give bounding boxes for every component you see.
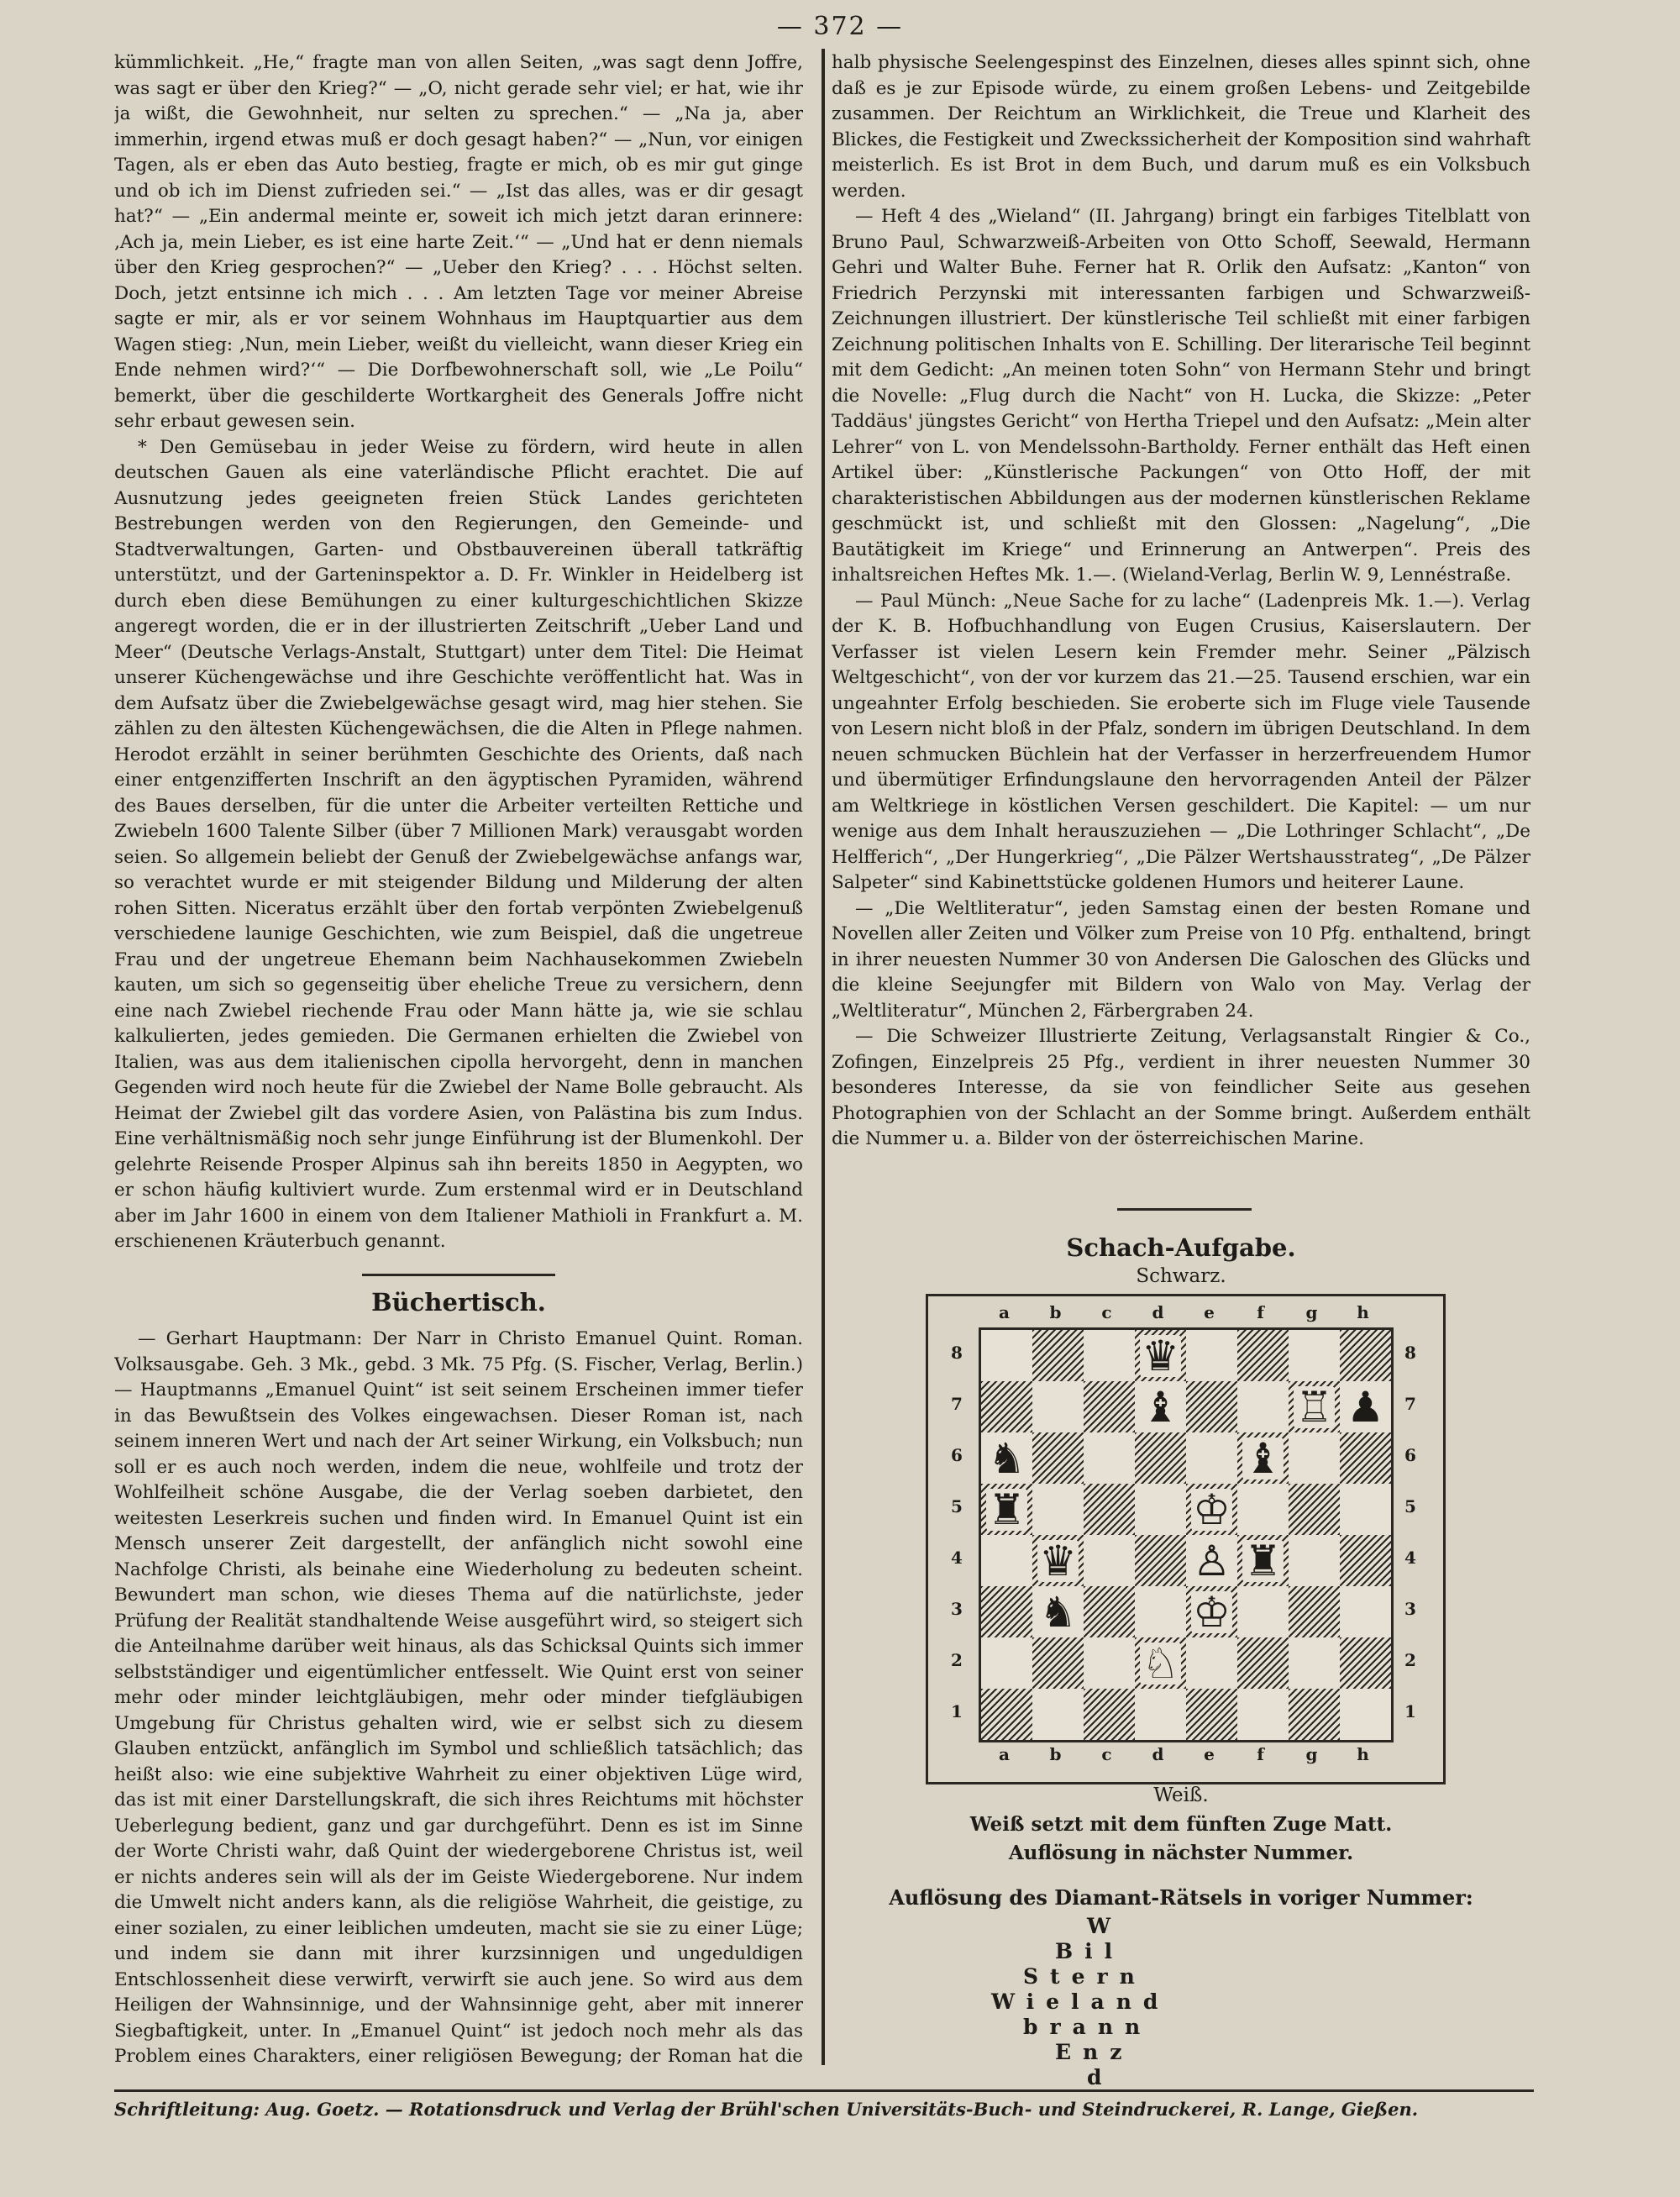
square-h6 — [1340, 1432, 1391, 1484]
square-g4 — [1289, 1535, 1340, 1586]
chess-label-white: Weiß. — [1153, 1784, 1209, 1806]
square-f7 — [1237, 1381, 1289, 1432]
square-e3 — [1186, 1586, 1237, 1637]
chess-separator — [1117, 1208, 1252, 1211]
square-c5 — [1084, 1484, 1135, 1535]
square-b4 — [1032, 1535, 1084, 1586]
square-a2 — [981, 1637, 1032, 1689]
section-title-buechertisch: Büchertisch. — [371, 1287, 546, 1317]
square-g2 — [1289, 1637, 1340, 1689]
right-column — [832, 50, 1530, 1210]
chess-caption-mate: Weiß setzt mit dem fünften Zuge Matt. — [969, 1813, 1393, 1836]
square-d7 — [1135, 1381, 1186, 1432]
square-f5 — [1237, 1484, 1289, 1535]
book-review-weltliteratur: — „Die Weltliteratur“, jeden Samstag einen der besten Romane und Novellen aller Zeiten und Völker zum Preise von 10 Pfg. enthaltend, bringt in ihrer neuesten Nummer 30 von Andersen Die Galoschen des Glücks und die kleine Seejungfer mit Bildern von Walo von May. Verlag der „Weltliteratur“, München 2, Färbergraben 24. — [832, 897, 1530, 1022]
chess-piece-a6: ♞ — [988, 1433, 1026, 1483]
chess-piece-e5: ♔ — [1193, 1485, 1231, 1534]
book-review-muench: — Paul Münch: „Neue Sache for zu lache“ (Ladenpreis Mk. 1.—). Verlag der K. B. Hofbuchhandlung von Eugen Crusius, Kaiserslautern. Der Verfasser ist vielen Lesern kein Fremder mehr. Seiner „Pälzisch Weltgeschicht“, von der vor kurzem das 21.—25. Tausend erschien, war ein ungeahnter Erfolg beschieden. Sie eroberte sich im Fluge viele Tausende von Lesern nicht bloß in der Pfalz, sondern im übrigen Deutschland. In dem neuen schmucken Büchlein hat der Verfasser in herzerfreuendem Humor und übermütiger Erfindungslaune den hervorragenden Anteil der Pälzer am Weltkriege in köstlichen Versen geschildert. Die Kapitel: — um nur wenige aus dem Inhalt herauszuziehen — „Die Lothringer Schlacht“, „De Helfferich“, „Der Hungerkrieg“, „Die Pälzer Wertshausstrateg“, „De Pälzer Salpeter“ sind Kabinettstücke goldenen Humors und heiterer Laune. — [832, 590, 1530, 893]
chess-piece-b4: ♛ — [1039, 1536, 1077, 1585]
rank-label: 3 — [951, 1599, 963, 1619]
rank-label: 8 — [951, 1343, 963, 1363]
square-b2 — [1032, 1637, 1084, 1689]
file-label: b — [1049, 1744, 1062, 1764]
diamond-line: W — [1087, 1914, 1123, 1938]
square-e6 — [1186, 1432, 1237, 1484]
square-g5 — [1289, 1484, 1340, 1535]
chess-piece-g7: ♖ — [1295, 1382, 1333, 1432]
square-f1 — [1237, 1689, 1289, 1740]
imprint-footer: Schriftleitung: Aug. Goetz. — Rotationsdruck und Verlag der Brühl'schen Universitäts-Buch- und Steindruckerei, R. Lange, Gießen. — [114, 2089, 1534, 2120]
square-f8 — [1237, 1330, 1289, 1381]
square-h1 — [1340, 1689, 1391, 1740]
file-label: e — [1204, 1302, 1215, 1322]
square-h4 — [1340, 1535, 1391, 1586]
rank-labels-right — [1398, 1327, 1423, 1737]
square-h2 — [1340, 1637, 1391, 1689]
chess-caption-solution: Auflösung in nächster Nummer. — [1008, 1842, 1354, 1864]
diamond-line: Enz — [1055, 2040, 1134, 2064]
chess-piece-a5: ♜ — [988, 1485, 1026, 1534]
diamond-solution — [991, 1914, 1378, 2090]
diamond-line: Stern — [1023, 1964, 1147, 1989]
diamond-title: Auflösung des Diamant-Rätsels in voriger Nummer: — [889, 1885, 1473, 1910]
square-e5 — [1186, 1484, 1237, 1535]
rank-label: 5 — [951, 1496, 963, 1516]
square-a3 — [981, 1586, 1032, 1637]
file-label: h — [1357, 1302, 1369, 1322]
square-d2 — [1135, 1637, 1186, 1689]
square-e4 — [1186, 1535, 1237, 1586]
square-a6 — [981, 1432, 1032, 1484]
rank-labels-left — [944, 1327, 969, 1737]
rank-label: 6 — [1404, 1445, 1416, 1465]
diamond-line: brann — [1023, 2015, 1152, 2039]
chess-piece-b3: ♞ — [1039, 1587, 1077, 1637]
book-review-wieland: — Heft 4 des „Wieland“ (II. Jahrgang) bringt ein farbiges Titelblatt von Bruno Paul, Schwarzweiß-Arbeiten von Otto Schoff, Seewald, Hermann Gehri und Walter Buhe. Ferner hat R. Orlik den Aufsatz: „Kanton“ von Friedrich Perzynski mit interessanten farbigen und Schwarzweiß-Zeichnungen illustriert. Der künstlerische Teil schließt mit einer farbigen Zeichnung politischen Inhalts von E. Schilling. Der literarische Teil beginnt mit dem Gedicht: „An meinen toten Sohn“ von Hermann Stehr und bringt die Novelle: „Flug durch die Nacht“ von H. Lucka, die Skizze: „Peter Taddäus' jüngstes Gericht“ von Hertha Triepel und den Aufsatz: „Mein alter Lehrer“ von L. von Mendelssohn-Bartholdy. Ferner enthält das Heft einen Artikel über: „Künstlerische Packungen“ von Otto Hoff, der mit charakteristischen Abbildungen aus der modernen künstlerischen Reklame geschmückt ist, und schließt mit den Glossen: „Nagelung“, „Die Bautätigkeit im Kriege“ und Erinnerung an Antwerpen“. Preis des inhaltsreichen Heftes Mk. 1.—. (Wieland-Verlag, Berlin W. 9, Lennéstraße. — [832, 206, 1530, 586]
rank-label: 4 — [1404, 1548, 1416, 1568]
square-c7 — [1084, 1381, 1135, 1432]
square-g3 — [1289, 1586, 1340, 1637]
chess-piece-h7: ♟ — [1347, 1382, 1384, 1432]
square-e2 — [1186, 1637, 1237, 1689]
file-label: c — [1101, 1744, 1112, 1764]
square-h3 — [1340, 1586, 1391, 1637]
square-e7 — [1186, 1381, 1237, 1432]
separator — [362, 1274, 555, 1276]
file-label: e — [1204, 1744, 1215, 1764]
square-c8 — [1084, 1330, 1135, 1381]
square-e1 — [1186, 1689, 1237, 1740]
rank-label: 4 — [951, 1548, 963, 1568]
square-f2 — [1237, 1637, 1289, 1689]
rank-label: 7 — [1404, 1394, 1416, 1414]
chess-piece-d7: ♝ — [1142, 1382, 1179, 1432]
file-label: a — [999, 1302, 1010, 1322]
chess-board — [979, 1327, 1394, 1742]
square-e8 — [1186, 1330, 1237, 1381]
rank-label: 2 — [1404, 1650, 1416, 1670]
chess-piece-f6: ♝ — [1244, 1433, 1282, 1483]
chess-piece-f4: ♜ — [1244, 1536, 1282, 1585]
rank-label: 5 — [1404, 1496, 1416, 1516]
book-review-continuation: halb physische Seelengespinst des Einzelnen, dieses alles spinnt sich, ohne daß es je zur Episode würde, zu einem großen Lebens- und Zeitgebilde zusammen. Der Reichtum an Wirklichkeit, die Treue und Klarheit des Blickes, die Festigkeit und Zweckssicherheit der Komposition sind wahrhaft meisterlich. Es ist Brot in dem Buch, und darum muß es ein Volksbuch werden. — [832, 52, 1530, 202]
rank-label: 3 — [1404, 1599, 1416, 1619]
square-h7 — [1340, 1381, 1391, 1432]
rank-label: 2 — [951, 1650, 963, 1670]
square-c2 — [1084, 1637, 1135, 1689]
square-b3 — [1032, 1586, 1084, 1637]
square-g1 — [1289, 1689, 1340, 1740]
square-b1 — [1032, 1689, 1084, 1740]
square-g8 — [1289, 1330, 1340, 1381]
diamond-line: d — [1087, 2065, 1114, 2089]
chess-piece-e3: ♔ — [1193, 1587, 1231, 1637]
square-a1 — [981, 1689, 1032, 1740]
square-f3 — [1237, 1586, 1289, 1637]
square-d3 — [1135, 1586, 1186, 1637]
square-c4 — [1084, 1535, 1135, 1586]
square-a8 — [981, 1330, 1032, 1381]
square-d5 — [1135, 1484, 1186, 1535]
square-c1 — [1084, 1689, 1135, 1740]
rank-label: 6 — [951, 1445, 963, 1465]
rank-label: 1 — [1404, 1701, 1416, 1721]
file-labels-top — [979, 1302, 1389, 1322]
left-column — [114, 50, 803, 2067]
square-b5 — [1032, 1484, 1084, 1535]
page-number: — 372 — — [776, 12, 904, 41]
square-c3 — [1084, 1586, 1135, 1637]
file-label: b — [1049, 1302, 1062, 1322]
file-label: c — [1101, 1302, 1112, 1322]
file-label: a — [999, 1744, 1010, 1764]
file-labels-bottom — [979, 1744, 1389, 1764]
file-label: d — [1152, 1302, 1164, 1322]
square-d4 — [1135, 1535, 1186, 1586]
diamond-line: Wieland — [991, 1989, 1170, 2014]
square-b7 — [1032, 1381, 1084, 1432]
article-gemuesebau: * Den Gemüsebau in jeder Weise zu fördern, wird heute in allen deutschen Gauen als eine vaterländische Pflicht erachtet. Die auf Ausnutzung jedes geeigneten freien Stück Landes gerichteten Bestrebungen werden von den Regierungen, den Gemeinde- und Stadtverwaltungen, Garten- und Obstbauvereinen überall tatkräftig unterstützt, und der Garteninspektor a. D. Fr. Winkler in Heidelberg ist durch eben diese Bemühungen zu einer kulturgeschichtlichen Skizze angeregt worden, die er in der illustrierten Zeitschrift „Ueber Land und Meer“ (Deutsche Verlags-Anstalt, Stuttgart) unter dem Titel: Die Heimat unserer Küchengewächse und ihre Geschichte veröffentlicht hat. Was in dem Aufsatz über die Zwiebelgewächse gesagt wird, mag hier stehen. Sie zählen zu den ältesten Küchengewächsen, die die Alten in Pflege nahmen. Herodot erzählt in seiner berühmten Geschichte des Orients, daß nach einer entgenzifferten Inschrift an den ägyptischen Pyramiden, während des Baues derselben, für die unter die Arbeiter verteilten Rettiche und Zwiebeln 1600 Talente Silber (über 7 Millionen Mark) verausgabt worden seien. So allgemein beliebt der Genuß der Zwiebelgewächse anfangs war, so verachtet wurde er mit steigender Bildung und Milderung der alten rohen Sitten. Niceratus erzählt über den fortab verpönten Zwiebelgenuß verschiedene launige Geschichten, wie zum Beispiel, daß die ungetreue Frau und der ungetreue Ehemann beim Nachhausekommen Zwiebeln kauten, um sich so gegenseitig über eheliche Treue zu versichern, denn eine nach Zwiebel riechende Frau oder Mann hätte ja, wie sie schlau kalkulierten, jedes gemieden. Die Germanen erhielten die Zwiebel von Italien, was aus dem italienischen cipolla hervorgeht, denn in manchen Gegenden wird noch heute für die Zwiebel der Name Bolle gebraucht. Als Heimat der Zwiebel gilt das vordere Asien, von Palästina bis zum Indus. Eine verhältnismäßig noch sehr junge Einführung ist der Blumenkohl. Der gelehrte Reisende Prosper Alpinus sah ihn bereits 1850 in Aegypten, wo er schon häufig kultiviert wurde. Zum erstenmal wird er in Deutschland aber im Jahr 1600 in einem von dem Italiener Mathioli in Frankfurt a. M. erschienenen Kräuterbuch genannt. — [114, 436, 803, 1252]
file-label: d — [1152, 1744, 1164, 1764]
rank-label: 1 — [951, 1701, 963, 1721]
chess-title: Schach-Aufgabe. — [1066, 1233, 1296, 1262]
square-d6 — [1135, 1432, 1186, 1484]
square-f6 — [1237, 1432, 1289, 1484]
chess-piece-d2: ♘ — [1142, 1638, 1179, 1688]
chess-piece-e4: ♙ — [1193, 1536, 1231, 1585]
square-a5 — [981, 1484, 1032, 1535]
book-review-schweizer: — Die Schweizer Illustrierte Zeitung, Verlagsanstalt Ringier & Co., Zofingen, Einzelpreis 25 Pfg., verdient in ihrer neuesten Nummer 30 besonderes Interesse, da sie von feindlicher Seite aus gesehen Photographien von der Schlacht an der Somme bringt. Außerdem enthält die Nummer u. a. Bilder von der österreichischen Marine. — [832, 1026, 1530, 1149]
square-h8 — [1340, 1330, 1391, 1381]
chess-piece-d8: ♛ — [1142, 1331, 1179, 1380]
file-label: g — [1305, 1302, 1318, 1322]
square-a7 — [981, 1381, 1032, 1432]
book-review-hauptmann: — Gerhart Hauptmann: Der Narr in Christo Emanuel Quint. Roman. Volksausgabe. Geh. 3 Mk., gebd. 3 Mk. 75 Pfg. (S. Fischer, Verlag, Berlin.) — Hauptmanns „Emanuel Quint“ ist seit seinem Erscheinen immer tiefer in das Bewußtsein des Volkes eingewachsen. Dieser Roman ist, nach seinem inneren Wert und nach der Art seiner Wirkung, ein Volksbuch; nun soll er es auch noch werden, indem die neue, wohlfeile und trotz der Wohlfeilheit schöne Ausgabe, die der Verlag soeben darbietet, den weitesten Leserkreis suchen und finden wird. In Emanuel Quint ist ein Mensch unserer Zeit dargestellt, der anfänglich nicht sowohl eine Nachfolge Christi, als beinahe eine Wiederholung zu bedeuten scheint. Bewundert man schon, wie dieses Thema auf die natürlichste, jeder Prüfung der Realität standhaltende Weise ausgeführt wird, so steigert sich die Anteilnahme darüber weit hinaus, als das Schicksal Quints sich immer selbstständiger und eigentümlicher entfesselt. Wie Quint erst von seiner mehr oder minder leichtgläubigen, mehr oder minder tiefgläubigen Umgebung für Christus gehalten wird, wie er selbst sich zu diesem Glauben entzückt, anfänglich im Symbol und schließlich tatsächlich; das heißt also: wie eine subjektive Wahrheit zu einer objektiven Lüge wird, das ist mit einer Darstellungskraft, die sich ihres Reichtums mit höchster Ueberlegung bedient, ganz und gar durchgeführt. Denn es ist im Sinne der Worte Christi wahr, daß Quint der wiedergeborene Christus ist, weil er nichts anderes sein will als der im Geiste Wiedergeborene. Nur indem die Umwelt nicht anders kann, als die religiöse Wahrheit, die geistige, zu einer sozialen, zu einer leiblichen umdeuten, macht sie sie zu einer Lüge; und indem sie dann mit ihrer kurzsinnigen und ungeduldigen Entschlossenheit diese verwirft, verwirft sie auch jene. So wird aus dem Heiligen der Wahnsinnige, und der Wahnsinnige geht, aber mit innerer Siegbaftigkeit, unter. In „Emanuel Quint“ ist jedoch noch mehr als das Problem eines Charakters, einer religiösen Bewegung; der Roman hat die — [114, 1328, 803, 2067]
square-c6 — [1084, 1432, 1135, 1484]
diamond-line: Bil — [1055, 1939, 1125, 1963]
square-b6 — [1032, 1432, 1084, 1484]
square-a4 — [981, 1535, 1032, 1586]
square-g6 — [1289, 1432, 1340, 1484]
file-label: f — [1257, 1302, 1264, 1322]
rank-label: 7 — [951, 1394, 963, 1414]
article-joffre: kümmlichkeit. „He,“ fragte man von allen Seiten, „was sagt denn Joffre, was sagt er über den Krieg?“ — „O, nicht gerade sehr viel; er hat, wie ihr ja wißt, die Gewohnheit, nur selten zu sprechen.“ — „Na ja, aber immerhin, irgend etwas muß er doch gesagt haben?“ — „Nun, vor einigen Tagen, als er eben das Auto bestieg, fragte er mich, ob es mir gut ginge und ob ich im Dienst zufrieden sei.“ — „Ist das alles, was er dir gesagt hat?“ — „Ein andermal meinte er, soweit ich mich jetzt daran erinnere: ‚Ach ja, mein Lieber, es ist eine harte Zeit.‘“ — „Und hat er denn niemals über den Krieg gesprochen?“ — „Ueber den Krieg? . . . Höchst selten. Doch, jetzt entsinne ich mich . . . Am letzten Tage vor meiner Abreise sagte er mir, als er vor seinem Wohnhaus im Hauptquartier aus dem Wagen stieg: ‚Nun, mein Lieber, weißt du vielleicht, wann dieser Krieg ein Ende nehmen wird?‘“ — Die Dorfbewohnerschaft soll, wie „Le Poilu“ bemerkt, über die geschilderte Wortkargheit des Generals Joffre nicht sehr erbaut gewesen sein. — [114, 52, 803, 432]
rank-label: 8 — [1404, 1343, 1416, 1363]
square-h5 — [1340, 1484, 1391, 1535]
file-label: f — [1257, 1744, 1264, 1764]
square-f4 — [1237, 1535, 1289, 1586]
square-g7 — [1289, 1381, 1340, 1432]
column-rule — [822, 49, 825, 2065]
file-label: h — [1357, 1744, 1369, 1764]
square-b8 — [1032, 1330, 1084, 1381]
file-label: g — [1305, 1744, 1318, 1764]
chess-label-black: Schwarz. — [1136, 1265, 1226, 1287]
square-d8 — [1135, 1330, 1186, 1381]
square-d1 — [1135, 1689, 1186, 1740]
